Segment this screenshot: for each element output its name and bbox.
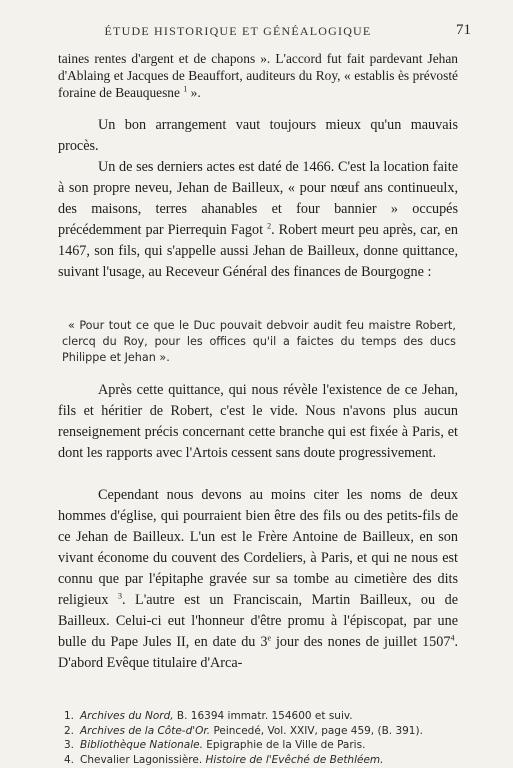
footnote-ref: 3 xyxy=(117,591,122,601)
ordinal-suffix: e xyxy=(267,633,271,643)
paragraph-2: Un bon arrangement vaut toujours mieux qu'un mauvais procès. xyxy=(58,117,458,154)
running-title: ÉTUDE HISTORIQUE ET GÉNÉALOGIQUE xyxy=(104,24,372,38)
footnote-ref: 2 xyxy=(267,221,272,231)
paragraph-4: Après cette quittance, qui nous révèle l'existence de ce Jehan, fils et héritier de Robert, c'est le vide. Nous n'avons plus aucun renseignement précis concernant cette branche qui est fixée à Paris, et dont les rapports avec l'Artois cessent sans doute progressivement. xyxy=(58,382,458,461)
footnote: 3. Bibliothèque Nationale. Epigraphie de la Ville de Paris. xyxy=(64,739,366,751)
footnote: 1. Archives du Nord, B. 16394 immatr. 154600 et suiv. xyxy=(64,710,353,722)
paragraph-3 xyxy=(58,157,458,283)
paragraph-5 xyxy=(58,485,458,674)
footnote: 2. Archives de la Côte-d'Or. Peincedé, Vol. XXIV, page 459, (B. 391). xyxy=(64,724,423,737)
footnote: 4. Chevalier Lagonissière. Histoire de l'Evêché de Bethléem. xyxy=(64,753,384,766)
page-number: 71 xyxy=(456,22,471,38)
footnote-ref: 4 xyxy=(450,633,455,643)
quoted-text: « Pour tout ce que le Duc pouvait debvoir audit feu maistre Robert, clercq du Roy, pour les offices qu'il a faictes du temps des ducs Philippe et Jehan ». xyxy=(62,319,456,364)
footnotes xyxy=(64,709,464,767)
running-header xyxy=(0,22,513,40)
paragraph-text: Cependant nous devons au moins citer les noms de deux hommes d'église, qui pourraient bien être des fils ou des petits-fils de ce Jehan de Bailleux. L'un est le Frère Antoine de Bailleux, en son vivant économe du couvent des Cordeliers, à Paris, et qui ne nous est connu que par l'épitaphe gravée sur sa tombe au cimetière des dits religieux $^3$. L'autre est un Franciscain, Martin Bailleux, ou de Bailleux. Celui-ci eut l'honneur d'être promu à l'épiscopat, par une bulle du Pape Jules II, en date du 3e jour des nones de juillet 1507$^4$. D'abord Evêque titulaire d'Arca- xyxy=(58,487,458,671)
paragraph-text: taines rentes d'argent et de chapons ». L'accord fut fait pardevant Jehan d'Ablaing et Jacques de Beauffort, auditeurs du Roy, « establis ès prévosté foraine de Beauquesne $^1$ ». xyxy=(58,51,458,100)
paragraph-text: Un de ses derniers actes est daté de 1466. C'est la location faite à son propre neveu, Jehan de Bailleux, « pour nœuf ans continueulx, des maisons, terres ahanables et four bannier » occupés précédemment par Pierrequin Fagot $^2$. Robert meurt peu après, car, en 1467, son fils, qui s'appelle aussi Jehan de Bailleux, donne quittance, suivant l'usage, au Receveur Général des finances de Bourgogne : xyxy=(58,159,458,280)
continued-paragraph xyxy=(58,50,458,101)
footnote-ref: 1 xyxy=(183,84,188,94)
